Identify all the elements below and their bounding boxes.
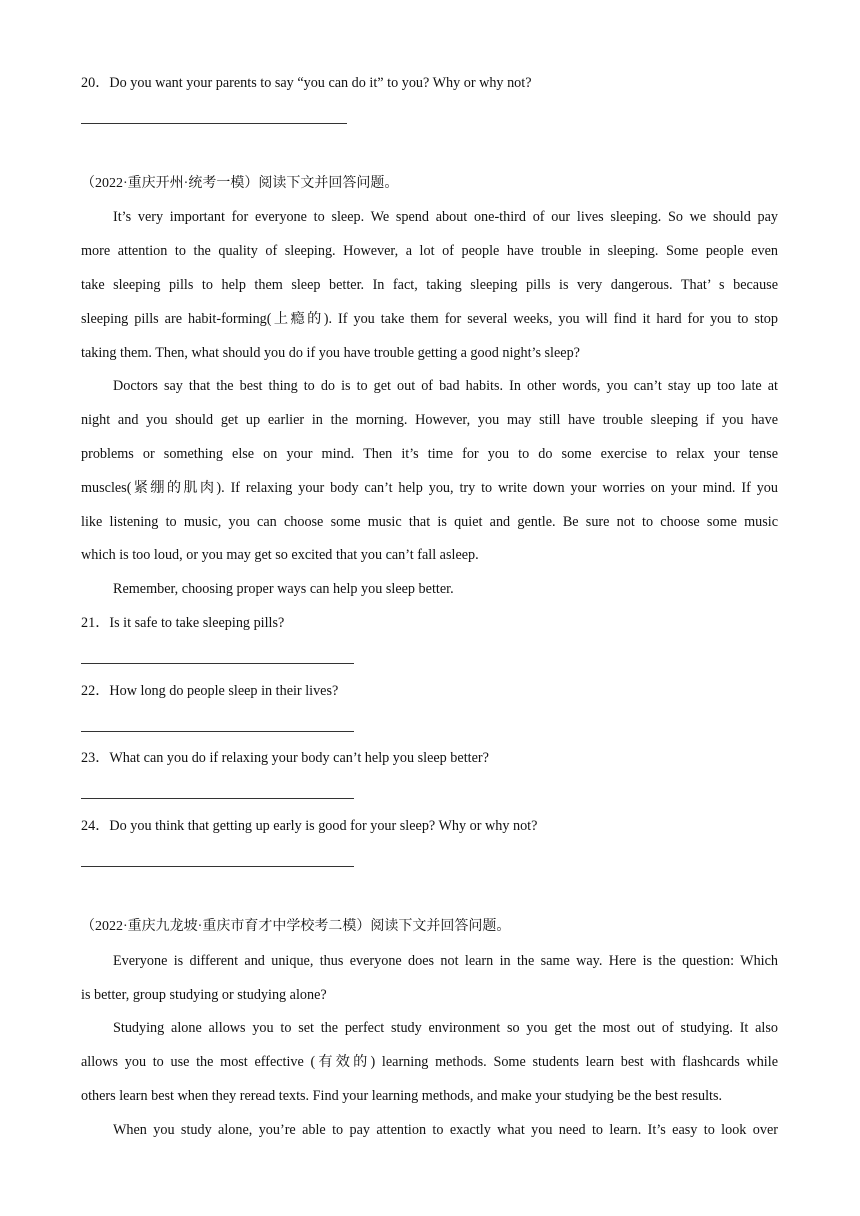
passage-1-line: which is too loud, or you may get so excited that you can’t fall asleep. xyxy=(81,547,479,563)
answer-line-24 xyxy=(81,866,354,867)
passage-1-line: sleeping pills are habit-forming(上瘾的). If you take them for several weeks, you will find it hard for you to stop xyxy=(81,311,778,327)
question-24: 24．Do you think that getting up early is good for your sleep? Why or why not? xyxy=(81,818,538,834)
passage-2-line: others learn best when they reread texts. Find your learning methods, and make your studying be the best results. xyxy=(81,1088,723,1104)
passage-2-line: allows you to use the most effective (有效的) learning methods. Some students learn best with flashcards while xyxy=(81,1054,778,1070)
passage-2-line: Studying alone allows you to set the perfect study environment so you get the most out of studying. It also xyxy=(113,1020,778,1036)
question-23: 23．What can you do if relaxing your body can’t help you sleep better? xyxy=(81,750,489,766)
passage-1-line: Remember, choosing proper ways can help you sleep better. xyxy=(113,581,454,597)
passage-1-line: problems or something else on your mind. Then it’s time for you to do some exercise to relax your tense xyxy=(81,446,778,462)
passage-1-line: like listening to music, you can choose some music that is quiet and gentle. Be sure not to choose some music xyxy=(81,514,778,530)
passage-2-line: is better, group studying or studying alone? xyxy=(81,987,327,1003)
answer-line-20 xyxy=(81,123,347,124)
passage-1-line: It’s very important for everyone to sleep. We spend about one-third of our lives sleeping. So we should pay xyxy=(113,209,778,225)
passage-1-line: taking them. Then, what should you do if you have trouble getting a good night’s sleep? xyxy=(81,345,580,361)
passage-2-line: When you study alone, you’re able to pay attention to exactly what you need to learn. It’s easy to look over xyxy=(113,1122,778,1138)
answer-line-23 xyxy=(81,798,354,799)
answer-line-21 xyxy=(81,663,354,664)
passage-2-source: （2022·重庆九龙坡·重庆市育才中学校考二模）阅读下文并回答问题。 xyxy=(81,919,511,934)
question-20: 20．Do you want your parents to say “you can do it” to you? Why or why not? xyxy=(81,75,532,91)
passage-1-line: more attention to the quality of sleeping. However, a lot of people have trouble in sleeping. Some people even xyxy=(81,243,778,259)
passage-1-source: （2022·重庆开州·统考一模）阅读下文并回答问题。 xyxy=(81,176,399,191)
passage-2-line: Everyone is different and unique, thus everyone does not learn in the same way. Here is the question: Which xyxy=(113,953,778,969)
question-22: 22．How long do people sleep in their lives? xyxy=(81,683,339,699)
passage-1-line: take sleeping pills to help them sleep better. In fact, taking sleeping pills is very dangerous. That’ s because xyxy=(81,277,778,293)
passage-1-line: Doctors say that the best thing to do is to get out of bad habits. In other words, you can’t stay up too late at xyxy=(113,378,778,394)
question-21: 21．Is it safe to take sleeping pills? xyxy=(81,615,285,631)
passage-1-line: muscles(紧绷的肌肉). If relaxing your body can’t help you, try to write down your worries on your mind. If you xyxy=(81,480,778,496)
answer-line-22 xyxy=(81,731,354,732)
passage-1-line: night and you should get up earlier in the morning. However, you may still have trouble sleeping if you have xyxy=(81,412,778,428)
